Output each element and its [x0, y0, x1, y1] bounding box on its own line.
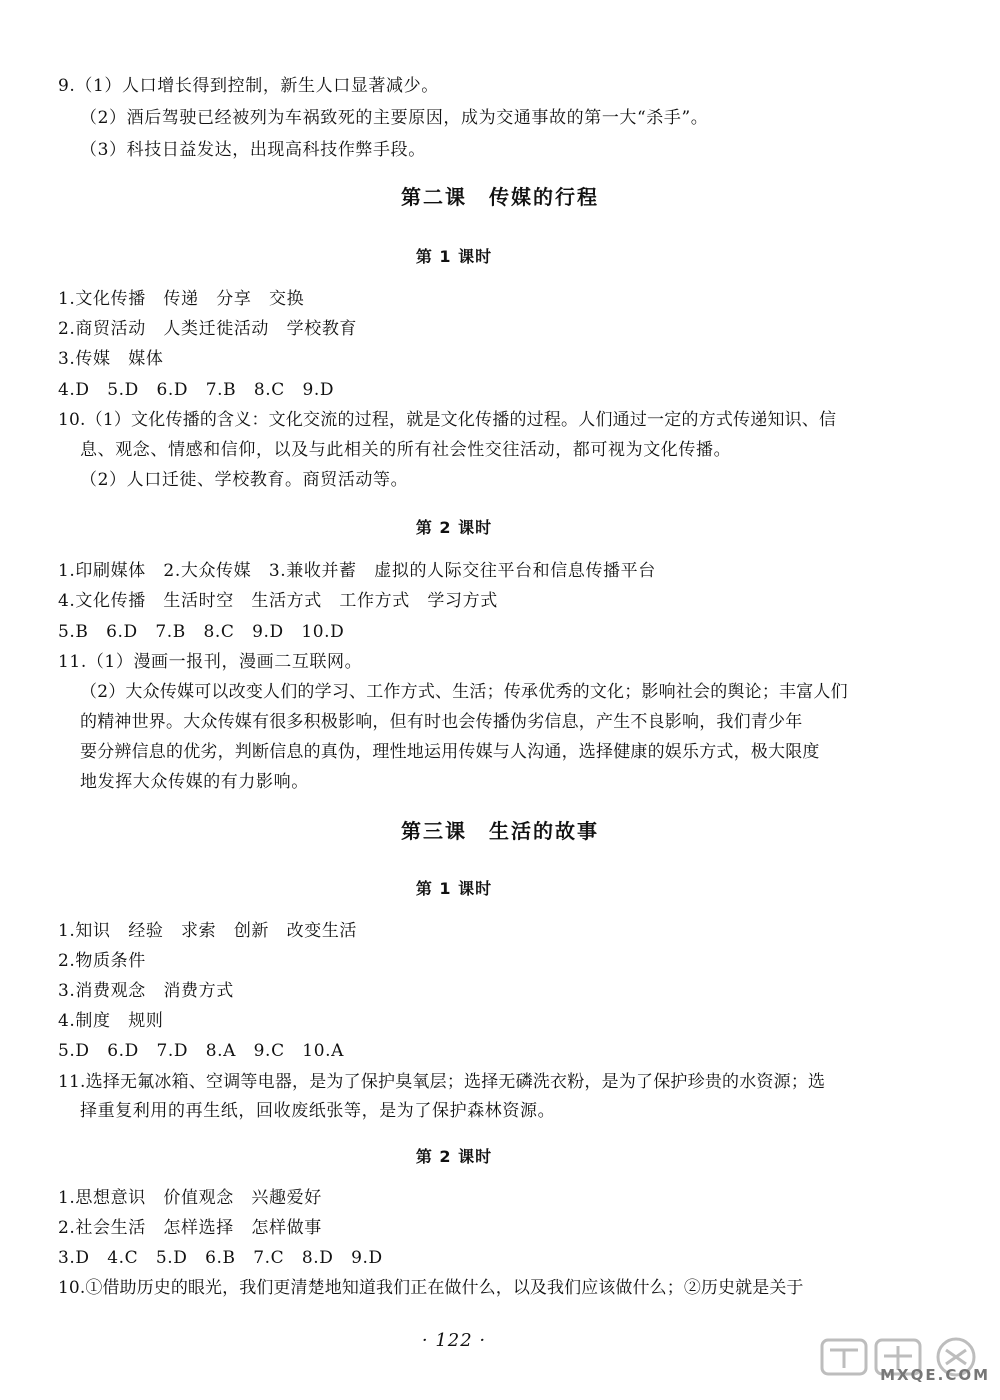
answer-line: 4.D 5.D 6.D 7.B 8.C 9.D	[58, 380, 335, 400]
answer-line: 3.传媒 媒体	[58, 349, 164, 369]
answer-line: 2.物质条件	[58, 951, 146, 971]
answer-line: 11.选择无氟冰箱、空调等电器，是为了保护臭氧层；选择无磷洗衣粉，是为了保护珍贵的水资源；选	[58, 1072, 826, 1092]
answer-line: 择重复利用的再生纸，回收废纸张等，是为了保护森林资源。	[80, 1101, 556, 1121]
answer-line: 4.制度 规则	[58, 1011, 164, 1031]
answer-line: 1.思想意识 价值观念 兴趣爱好	[58, 1188, 322, 1208]
answer-line: （2）大众传媒可以改变人们的学习、工作方式、生活；传承优秀的文化；影响社会的舆论；丰富人们	[80, 682, 848, 702]
answer-line: 10.①借助历史的眼光，我们更清楚地知道我们正在做什么，以及我们应该做什么；②历史就是关于	[58, 1278, 804, 1298]
lesson-title: 第二课 传媒的行程	[401, 185, 599, 209]
page-number: · 122 ·	[421, 1330, 487, 1351]
answer-line: 1.印刷媒体 2.大众传媒 3.兼收并蓄 虚拟的人际交往平台和信息传播平台	[58, 561, 656, 581]
watermark-url: MXQE.COM	[880, 1366, 990, 1384]
answer-line: 1.知识 经验 求索 创新 改变生活	[58, 921, 358, 941]
answer-line: 5.D 6.D 7.D 8.A 9.C 10.A	[58, 1041, 344, 1061]
answer-line: 11.（1）漫画一报刊，漫画二互联网。	[58, 652, 363, 672]
answer-line: 9.（1）人口增长得到控制，新生人口显著减少。	[58, 76, 439, 96]
answer-line: （2）人口迁徙、学校教育。商贸活动等。	[80, 470, 409, 490]
period-heading: 第 1 课时	[415, 247, 493, 266]
answer-line: 的精神世界。大众传媒有很多积极影响，但有时也会传播伪劣信息，产生不良影响，我们青少年	[80, 712, 803, 732]
answer-line: 3.D 4.C 5.D 6.B 7.C 8.D 9.D	[58, 1248, 383, 1268]
answer-line: 4.文化传播 生活时空 生活方式 工作方式 学习方式	[58, 591, 498, 611]
answer-line: 地发挥大众传媒的有力影响。	[80, 772, 309, 792]
answer-line: 要分辨信息的优劣，判断信息的真伪，理性地运用传媒与人沟通，选择健康的娱乐方式，极大限度	[80, 742, 820, 762]
period-heading: 第 2 课时	[415, 1147, 493, 1166]
lesson-title: 第三课 生活的故事	[401, 819, 599, 843]
period-heading: 第 1 课时	[415, 879, 493, 898]
answer-line: 3.消费观念 消费方式	[58, 981, 234, 1001]
period-heading: 第 2 课时	[415, 518, 493, 537]
answer-line: （3）科技日益发达，出现高科技作弊手段。	[80, 140, 426, 160]
answer-line: 1.文化传播 传递 分享 交换	[58, 289, 305, 309]
answer-line: 5.B 6.D 7.B 8.C 9.D 10.D	[58, 622, 345, 642]
answer-line: 10.（1）文化传播的含义：文化交流的过程，就是文化传播的过程。人们通过一定的方式传递知识、信	[58, 410, 837, 430]
answer-line: 息、观念、情感和信仰，以及与此相关的所有社会性交往活动，都可视为文化传播。	[80, 440, 732, 460]
answer-line: 2.商贸活动 人类迁徙活动 学校教育	[58, 319, 358, 339]
answer-line: （2）酒后驾驶已经被列为车祸致死的主要原因，成为交通事故的第一大“杀手”。	[80, 108, 709, 128]
answer-line: 2.社会生活 怎样选择 怎样做事	[58, 1218, 322, 1238]
